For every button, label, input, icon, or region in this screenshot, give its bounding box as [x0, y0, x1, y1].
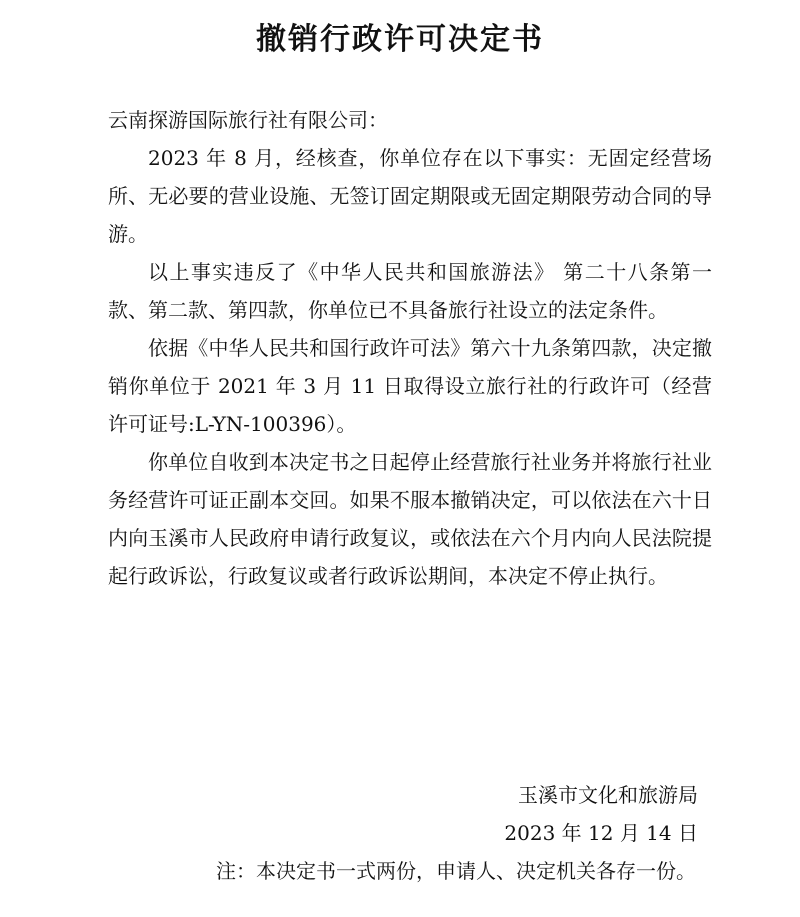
paragraph-decision: 依据《中华人民共和国行政许可法》第六十九条第四款，决定撤销你单位于 2021 年 3 月 11 日取得设立旅行社的行政许可（经营许可证号:L-YN-100396）。 [108, 336, 712, 436]
paragraph-violation: 以上事实违反了《中华人民共和国旅游法》 第二十八条第一款、第二款、第四款，你单位已不具备旅行社设立的法定条件。 [108, 260, 712, 322]
footnote: 注：本决定书一式两份，申请人、决定机关各存一份。 [216, 859, 696, 883]
document-body [108, 101, 712, 595]
issue-date: 2023 年 12 月 14 日 [504, 821, 698, 845]
recipient-line: 云南探游国际旅行社有限公司： [108, 108, 388, 132]
paragraph-remedy: 你单位自收到本决定书之日起停止经营旅行社业务并将旅行社业务经营许可证正副本交回。如果不服本撤销决定，可以依法在六十日内向玉溪市人民政府申请行政复议，或依法在六个月内向人民法院提起行政诉讼，行政复议或者行政诉讼期间，本决定不停止执行。 [108, 450, 712, 588]
document-title: 撤销行政许可决定书 [256, 22, 544, 57]
paragraph-facts: 2023 年 8 月，经核查，你单位存在以下事实：无固定经营场所、无必要的营业设施、无签订固定期限或无固定期限劳动合同的导游。 [108, 146, 712, 246]
issuer-name: 玉溪市文化和旅游局 [518, 783, 698, 807]
